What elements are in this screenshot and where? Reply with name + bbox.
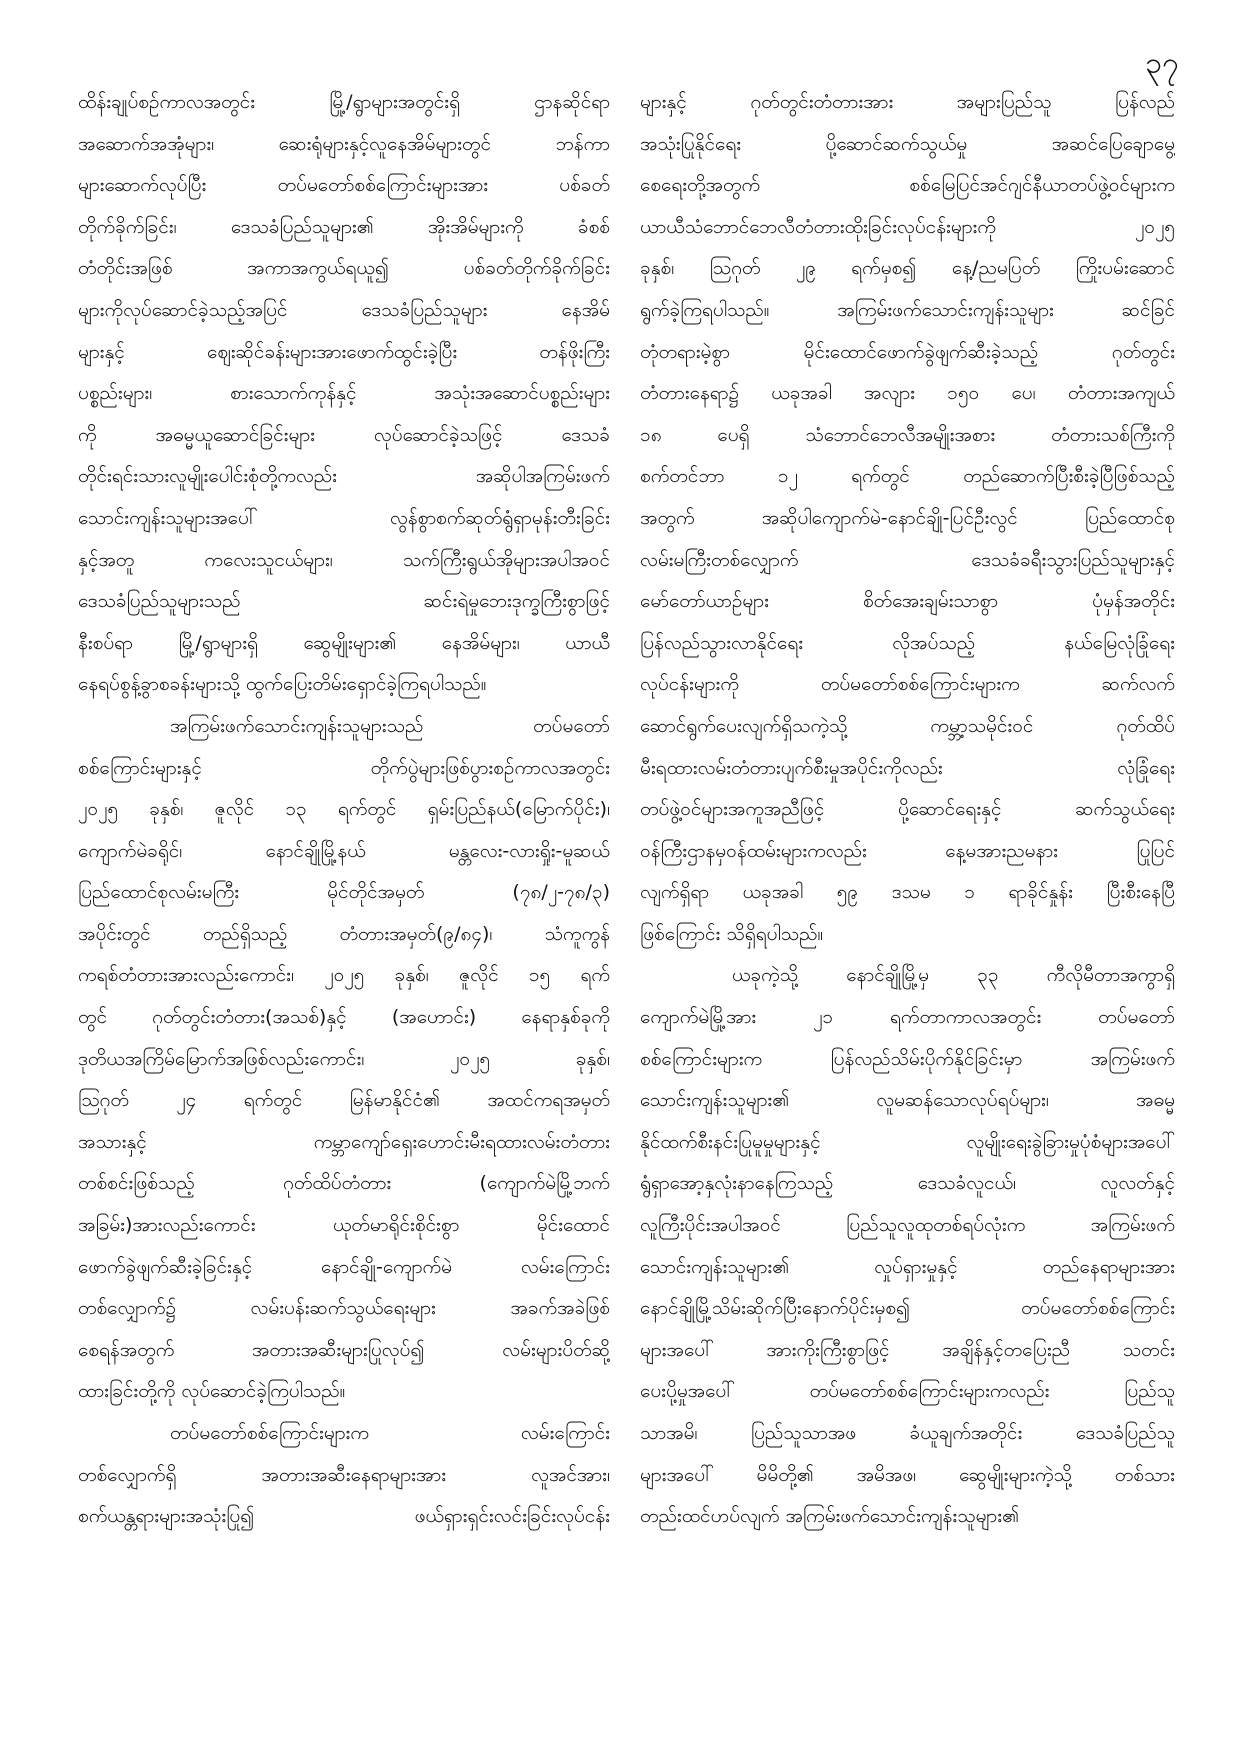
text-line: နောင်ချိုမြို့သိမ်းဆိုက်ပြီးနောက်ပိုင်းမှစ၍ တပ်မတော်စစ်ကြောင်း	[640, 1297, 1175, 1320]
text-line: များနှင့် ဈေးဆိုင်ခန်းများအားဖောက်ထွင်းခဲ့ပြီး တန်ဖိုးကြီး	[78, 340, 610, 363]
page-number: ၃၇	[1145, 46, 1179, 81]
text-line: ဖြစ်ကြောင်း သိရှိရပါသည်။	[640, 922, 824, 945]
text-line: တံတိုင်းအဖြစ် အကာအကွယ်ရယူ၍ ပစ်ခတ်တိုက်ခိုက်ခြင်း	[78, 257, 610, 280]
text-line: အခြမ်း)အားလည်းကောင်း ယုတ်မာရိုင်းစိုင်းစွာ မိုင်းထောင်	[78, 1214, 610, 1237]
text-line: လျက်ရှိရာ ယခုအခါ ၅၉ ဒသမ ၁ ရာခိုင်နှုန်း ပြီးစီးနေပြီ	[640, 881, 1175, 904]
text-line: အသုံးပြုနိုင်ရေး ပို့ဆောင်ဆက်သွယ်မှု အဆင်ပြေချောမွေ့	[640, 132, 1175, 155]
text-line: စစ်ကြောင်းများနှင့် တိုက်ပွဲများဖြစ်ပွားစဉ်ကာလအတွင်း	[78, 756, 610, 779]
text-line: တပ်မတော်စစ်ကြောင်းများက လမ်းကြောင်း	[170, 1422, 610, 1444]
text-line: တိုက်ခိုက်ခြင်း၊ ဒေသခံပြည်သူများ၏ အိုးအိမ်များကို ခံစစ်	[78, 215, 610, 238]
text-line: တစ်လျှောက်၌ လမ်းပန်းဆက်သွယ်ရေးများ အခက်အခဲဖြစ်	[78, 1297, 610, 1320]
text-line: သောင်းကျန်းသူများ၏ လူမဆန်သောလုပ်ရပ်များ၊ အဓမ္မ	[640, 1089, 1175, 1112]
text-line: တွင် ဂုတ်တွင်းတံတား(အသစ်)နှင့် (အဟောင်း) နေရာနှစ်ခုကို	[78, 1006, 610, 1029]
text-line: သောင်းကျန်းသူများအပေါ် လွန်စွာစက်ဆုတ်ရွံရှာမုန်းတီးခြင်း	[78, 506, 610, 529]
text-line: များအပေါ် အားကိုးကြီးစွာဖြင့် အချိန်နှင့်တပြေးညီ သတင်း	[640, 1338, 1175, 1361]
text-line: ကို အဓမ္မယူဆောင်ခြင်းများ လုပ်ဆောင်ခဲ့သဖြင့် ဒေသခံ	[78, 423, 610, 446]
text-line: တိုင်းရင်းသားလူမျိုးပေါင်းစုံတို့ကလည်း အဆိုပါအကြမ်းဖက်	[78, 465, 610, 488]
text-line: သောင်းကျန်းသူများ၏ လှုပ်ရှားမှုနှင့် တည်နေရာများအား	[640, 1255, 1175, 1278]
left-column	[78, 82, 610, 1538]
text-line: ကရစ်တံတားအားလည်းကောင်း၊ ၂၀၂၅ ခုနှစ်၊ ဇူလိုင် ၁၅ ရက်	[78, 964, 610, 987]
text-line: စက်ယန္တရားများအသုံးပြု၍ ဖယ်ရှားရှင်းလင်းခြင်းလုပ်ငန်း	[78, 1505, 610, 1528]
text-line: တစ်စင်းဖြစ်သည့် ဂုတ်ထိပ်တံတား (ကျောက်မဲမြို့ဘက်	[78, 1172, 610, 1195]
text-line: များကိုလုပ်ဆောင်ခဲ့သည့်အပြင် ဒေသခံပြည်သူများ နေအိမ်	[78, 298, 610, 321]
text-line: ကျောက်မဲမြို့အား ၂၁ ရက်တာကာလအတွင်း တပ်မတော်	[640, 1006, 1175, 1029]
text-line: ကျောက်မဲခရိုင်၊ နောင်ချိုမြို့နယ် မန္တလေး-လားရှိုး-မူဆယ်	[78, 839, 610, 862]
text-line: အသားနှင့် ကမ္ဘာကျော်ရှေးဟောင်းမီးရထားလမ်းတံတား	[78, 1130, 610, 1153]
text-line: လုပ်ငန်းများကို တပ်မတော်စစ်ကြောင်းများက ဆက်လက်	[640, 673, 1175, 696]
text-line: လူကြီးပိုင်းအပါအဝင် ပြည်သူလူထုတစ်ရပ်လုံးက အကြမ်းဖက်	[640, 1214, 1175, 1237]
text-line: တစ်လျှောက်ရှိ အတားအဆီးနေရာများအား လူအင်အား၊	[78, 1463, 610, 1486]
text-line: များအပေါ် မိမိတို့၏ အမိအဖ၊ ဆွေမျိုးများကဲ့သို့ တစ်သား	[640, 1463, 1175, 1486]
text-line: တည်းထင်ဟပ်လျက် အကြမ်းဖက်သောင်းကျန်းသူများ၏	[640, 1505, 1019, 1528]
text-line: စေရန်အတွက် အတားအဆီးများပြုလုပ်၍ လမ်းများပိတ်ဆို့	[78, 1338, 610, 1361]
text-line: ဆောင်ရွက်ပေးလျက်ရှိသကဲ့သို့ ကမ္ဘာ့သမိုင်းဝင် ဂုတ်ထိပ်	[640, 714, 1175, 737]
text-line: ဝန်ကြီးဌာနမှဝန်ထမ်းများကလည်း နေ့မအားညမနား ပြုပြင်	[640, 839, 1175, 862]
text-line: မော်တော်ယာဉ်များ စိတ်အေးချမ်းသာစွာ ပုံမှန်အတိုင်း	[640, 590, 1175, 613]
text-line: ဩဂုတ် ၂၄ ရက်တွင် မြန်မာနိုင်ငံ၏ အထင်ကရအမှတ်	[78, 1089, 610, 1112]
text-line: ယာယီသံဘောင်ဘေလီတံတားထိုးခြင်းလုပ်ငန်းများကို ၂၀၂၅	[640, 215, 1175, 238]
text-line: မီးရထားလမ်းတံတားပျက်စီးမှုအပိုင်းကိုလည်း လုံခြုံရေး	[640, 756, 1175, 779]
text-line: စစ်ကြောင်းများက ပြန်လည်သိမ်းပိုက်နိုင်ခြင်းမှာ အကြမ်းဖက်	[640, 1047, 1175, 1070]
text-line: အတွက် အဆိုပါကျောက်မဲ-နောင်ချို-ပြင်ဦးလွင် ပြည်ထောင်စု	[640, 506, 1175, 529]
text-line: ပြည်ထောင်စုလမ်းမကြီး မိုင်တိုင်အမှတ် (၇၈/၂-၇၈/၃)	[78, 881, 610, 904]
text-line: နိုင်ထက်စီးနင်းပြုမူမှုများနှင့် လူမျိုးရေးခွဲခြားမှုပုံစံများအပေါ်	[640, 1130, 1175, 1153]
text-line: တံတားနေရာ၌ ယခုအခါ အလျား ၁၅၀ ပေ၊ တံတားအကျယ်	[640, 382, 1175, 405]
text-line: တပ်ဖွဲ့ဝင်များအကူအညီဖြင့် ပို့ဆောင်ရေးနှင့် ဆက်သွယ်ရေး	[640, 798, 1175, 821]
text-line: ဖောက်ခွဲဖျက်ဆီးခဲ့ခြင်းနှင့် နောင်ချို-ကျောက်မဲ လမ်းကြောင်း	[78, 1255, 610, 1278]
text-line: ခုနှစ်၊ ဩဂုတ် ၂၉ ရက်မှစ၍ နေ့/ညမပြတ် ကြိုးပမ်းဆောင်	[640, 257, 1175, 280]
text-line: အကြမ်းဖက်သောင်းကျန်းသူများသည် တပ်မတော်	[170, 714, 610, 737]
text-line: ထိန်းချုပ်စဉ်ကာလအတွင်း မြို့/ရွာများအတွင်းရှိ ဌာနဆိုင်ရာ	[78, 91, 610, 113]
text-line: ပြန်လည်သွားလာနိုင်ရေး လိုအပ်သည့် နယ်မြေလုံခြုံရေး	[640, 631, 1175, 654]
text-line: ထားခြင်းတို့ကို လုပ်ဆောင်ခဲ့ကြပါသည်။	[78, 1380, 346, 1403]
text-line: ပေးပို့မှုအပေါ် တပ်မတော်စစ်ကြောင်းများကလည်း ပြည်သူ	[640, 1380, 1175, 1403]
text-line: တုံတရားမဲ့စွာ မိုင်းထောင်ဖောက်ခွဲဖျက်ဆီးခဲ့သည့် ဂုတ်တွင်း	[640, 340, 1175, 363]
text-line: များနှင့် ဂုတ်တွင်းတံတားအား အများပြည်သူ ပြန်လည်	[640, 91, 1175, 113]
right-column	[640, 82, 1175, 1538]
text-line: နေရပ်စွန့်ခွာစခန်းများသို့ ထွက်ပြေးတိမ်းရှောင်ခဲ့ကြရပါသည်။	[78, 673, 487, 696]
text-line: စက်တင်ဘာ ၁၂ ရက်တွင် တည်ဆောက်ပြီးစီးခဲ့ပြီဖြစ်သည့်	[640, 465, 1175, 488]
text-line: များဆောက်လုပ်ပြီး တပ်မတော်စစ်ကြောင်းများအား ပစ်ခတ်	[78, 174, 610, 197]
text-line: ဒုတိယအကြိမ်မြောက်အဖြစ်လည်းကောင်း၊ ၂၀၂၅ ခုနှစ်၊	[78, 1047, 610, 1070]
text-line: လမ်းမကြီးတစ်လျှောက် ဒေသခံခရီးသွားပြည်သူများနှင့်	[640, 548, 1175, 571]
text-line: ယခုကဲ့သို့ နောင်ချိုမြို့မှ ၃၃ ကီလိုမီတာအကွာရှိ	[732, 964, 1175, 987]
text-line: နီးစပ်ရာ မြို့/ရွာများရှိ ဆွေမျိုးများ၏ နေအိမ်များ၊ ယာယီ	[78, 631, 610, 654]
text-line: ၂၀၂၅ ခုနှစ်၊ ဇူလိုင် ၁၃ ရက်တွင် ရှမ်းပြည်နယ်(မြောက်ပိုင်း)၊	[78, 798, 610, 821]
text-line: ပစ္စည်းများ၊ စားသောက်ကုန်နှင့် အသုံးအဆောင်ပစ္စည်းများ	[78, 382, 610, 405]
text-line: ရွံရှာအော့နှလုံးနာနေကြသည့် ဒေသခံလူငယ်၊ လူလတ်နှင့်	[640, 1172, 1175, 1195]
text-line: အပိုင်းတွင် တည်ရှိသည့် တံတားအမှတ်(၉/၈၄)၊ သံကူကွန်	[78, 922, 610, 945]
text-line: နှင့်အတူ ကလေးသူငယ်များ၊ သက်ကြီးရွယ်အိုများအပါအဝင်	[78, 548, 610, 571]
text-line: ၁၈ ပေရှိ သံဘောင်ဘေလီအမျိုးအစား တံတားသစ်ကြီးကို	[640, 423, 1175, 446]
text-line: ဒေသခံပြည်သူများသည် ဆင်းရဲမှုဘေးဒုက္ခကြီးစွာဖြင့်	[78, 590, 610, 613]
text-line: ရွက်ခဲ့ကြရပါသည်။ အကြမ်းဖက်သောင်းကျန်းသူများ ဆင်ခြင်	[640, 298, 1175, 321]
text-line: အဆောက်အအုံများ၊ ဆေးရုံများနှင့်လူနေအိမ်များတွင် ဘန်ကာ	[78, 132, 610, 155]
text-line: သာအမိ၊ ပြည်သူသာအဖ ခံယူချက်အတိုင်း ဒေသခံပြည်သူ	[640, 1422, 1175, 1444]
text-line: စေရေးတို့အတွက် စစ်မြေပြင်အင်ဂျင်နီယာတပ်ဖွဲ့ဝင်များက	[640, 174, 1175, 197]
